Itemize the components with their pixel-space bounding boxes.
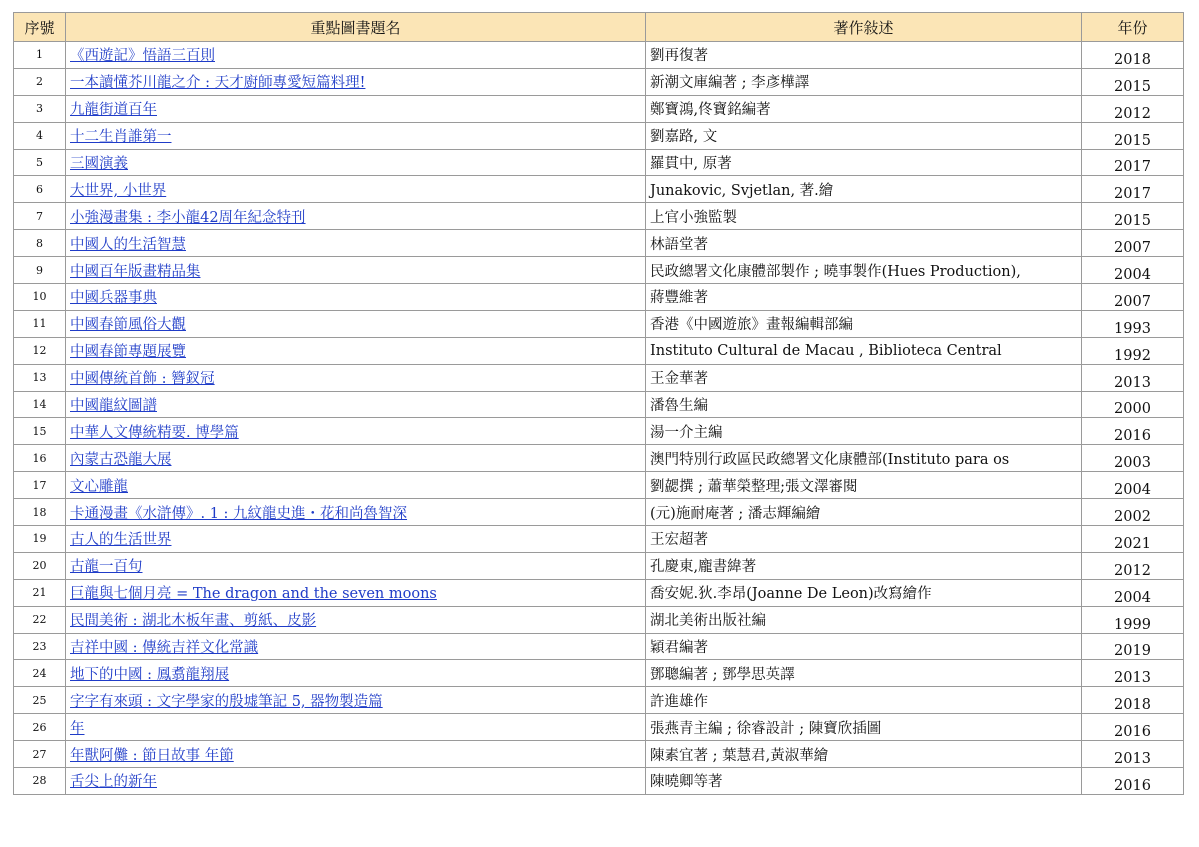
year-cell: 2017 (1082, 149, 1184, 176)
book-title-link[interactable]: 民間美術 : 湖北木板年畫、剪紙、皮影 (70, 613, 317, 630)
author-cell: (元)施耐庵著 ; 潘志輝編繪 (646, 499, 1082, 526)
year-cell: 2003 (1082, 445, 1184, 472)
book-title-link[interactable]: 吉祥中國 : 傳統吉祥文化常識 (70, 640, 259, 657)
year-cell: 2015 (1082, 68, 1184, 95)
book-title-link[interactable]: 中華人文傳統精要. 博學篇 (70, 424, 239, 441)
year-cell: 2021 (1082, 526, 1184, 553)
title-cell (66, 526, 646, 553)
author-cell: Junakovic, Svjetlan, 著.繪 (646, 176, 1082, 203)
row-index: 17 (14, 472, 66, 499)
year-cell: 2004 (1082, 257, 1184, 284)
book-list-table (13, 12, 1184, 795)
table-body (14, 42, 1184, 795)
title-cell (66, 714, 646, 741)
year-cell: 2016 (1082, 418, 1184, 445)
table-row (14, 526, 1184, 553)
author-cell: 鄭寶鴻,佟寶銘編著 (646, 95, 1082, 122)
year-cell: 2018 (1082, 42, 1184, 69)
table-row (14, 95, 1184, 122)
year-cell: 2012 (1082, 552, 1184, 579)
title-cell (66, 122, 646, 149)
title-cell (66, 95, 646, 122)
table-row (14, 391, 1184, 418)
title-cell (66, 552, 646, 579)
book-title-link[interactable]: 內蒙古恐龍大展 (70, 451, 172, 468)
row-index: 21 (14, 579, 66, 606)
title-cell (66, 149, 646, 176)
row-index: 20 (14, 552, 66, 579)
author-cell: 王金華著 (646, 364, 1082, 391)
row-index: 23 (14, 633, 66, 660)
title-cell (66, 391, 646, 418)
year-cell: 1993 (1082, 310, 1184, 337)
title-cell (66, 445, 646, 472)
table-row (14, 445, 1184, 472)
book-title-link[interactable]: 中國春節風俗大觀 (70, 317, 186, 334)
title-cell (66, 579, 646, 606)
year-cell: 2007 (1082, 284, 1184, 311)
year-cell: 2016 (1082, 714, 1184, 741)
book-title-link[interactable]: 舌尖上的新年 (70, 774, 157, 791)
title-cell (66, 687, 646, 714)
row-index: 28 (14, 768, 66, 795)
row-index: 11 (14, 310, 66, 337)
row-index: 9 (14, 257, 66, 284)
row-index: 12 (14, 337, 66, 364)
table-row (14, 122, 1184, 149)
book-title-link[interactable]: 三國演義 (70, 156, 128, 172)
row-index: 13 (14, 364, 66, 391)
table-row (14, 68, 1184, 95)
title-cell (66, 633, 646, 660)
author-cell: 新潮文庫編著 ; 李彥樺譯 (646, 68, 1082, 95)
year-cell: 2018 (1082, 687, 1184, 714)
book-title-link[interactable]: 《西遊記》悟語三百則 (70, 48, 215, 65)
year-cell: 2013 (1082, 660, 1184, 687)
year-cell: 1999 (1082, 606, 1184, 633)
author-cell: 喬安妮.狄.李昂(Joanne De Leon)改寫繪作 (646, 579, 1082, 606)
author-cell: 蔣豐維著 (646, 284, 1082, 311)
year-cell: 2017 (1082, 176, 1184, 203)
book-title-link[interactable]: 中國傳統首飾 : 簪釵冠 (70, 371, 215, 388)
author-cell: 張燕青主編 ; 徐睿設計 ; 陳寶欣插圖 (646, 714, 1082, 741)
row-index: 26 (14, 714, 66, 741)
title-cell (66, 337, 646, 364)
table-row (14, 337, 1184, 364)
author-cell: 民政總署文化康體部製作 ; 曉事製作(Hues Production), (646, 257, 1082, 284)
book-title-link[interactable]: 年獸阿儺 : 節日故事 年節 (70, 747, 234, 764)
title-cell (66, 203, 646, 230)
year-cell: 2016 (1082, 768, 1184, 795)
row-index: 6 (14, 176, 66, 203)
author-cell: 羅貫中, 原著 (646, 149, 1082, 176)
row-index: 15 (14, 418, 66, 445)
table-row (14, 418, 1184, 445)
book-title-link[interactable]: 一本讀懂芥川龍之介 : 天才廚師專愛短篇料理! (70, 75, 366, 92)
book-title-link[interactable]: 巨龍與七個月亮 = The dragon and the seven moons (70, 586, 437, 603)
title-cell (66, 230, 646, 257)
author-cell: 孔慶東,龐書緯著 (646, 552, 1082, 579)
author-cell: 澳門特別行政區民政總署文化康體部(Instituto para os (646, 445, 1082, 472)
author-cell: 香港《中國遊旅》畫報編輯部編 (646, 310, 1082, 337)
year-cell: 2012 (1082, 95, 1184, 122)
row-index: 5 (14, 149, 66, 176)
table-row (14, 687, 1184, 714)
table-row (14, 203, 1184, 230)
title-cell (66, 606, 646, 633)
year-cell: 2015 (1082, 203, 1184, 230)
row-index: 22 (14, 606, 66, 633)
row-index: 2 (14, 68, 66, 95)
book-title-link[interactable]: 字字有來頭 : 文字學家的殷墟筆記 5, 器物製造篇 (70, 693, 383, 710)
author-cell: 上官小強監製 (646, 203, 1082, 230)
author-cell: 劉勰撰 ; 蕭華榮整理;張文澤審閱 (646, 472, 1082, 499)
header-year: 年份 (1082, 13, 1184, 42)
table-row (14, 606, 1184, 633)
row-index: 14 (14, 391, 66, 418)
book-title-link[interactable]: 中國百年版畫精品集 (70, 263, 201, 280)
table-row (14, 42, 1184, 69)
title-cell (66, 284, 646, 311)
book-title-link[interactable]: 小強漫畫集 : 李小龍42周年紀念特刊 (70, 209, 306, 226)
year-cell: 2004 (1082, 472, 1184, 499)
row-index: 18 (14, 499, 66, 526)
row-index: 24 (14, 660, 66, 687)
book-title-link[interactable]: 十二生肖誰第一 (70, 129, 172, 146)
year-cell: 2013 (1082, 364, 1184, 391)
table-row (14, 660, 1184, 687)
title-cell (66, 68, 646, 95)
header-index: 序號 (14, 13, 66, 42)
title-cell (66, 418, 646, 445)
table-row (14, 364, 1184, 391)
author-cell: 陳曉卿等著 (646, 768, 1082, 795)
header-author: 著作敍述 (646, 13, 1082, 42)
table-row (14, 633, 1184, 660)
book-title-link[interactable]: 卡通漫畫《水滸傳》. 1 : 九紋龍史進・花和尚魯智深 (70, 505, 408, 522)
table-row (14, 499, 1184, 526)
row-index: 7 (14, 203, 66, 230)
book-title-link[interactable]: 古人的生活世界 (70, 532, 172, 549)
year-cell: 1992 (1082, 337, 1184, 364)
title-cell (66, 768, 646, 795)
year-cell: 2015 (1082, 122, 1184, 149)
year-cell: 2000 (1082, 391, 1184, 418)
year-cell: 2002 (1082, 499, 1184, 526)
table-row (14, 257, 1184, 284)
author-cell: 陳素宜著 ; 葉慧君,黃淑華繪 (646, 741, 1082, 768)
book-title-link[interactable]: 文心雕龍 (70, 478, 128, 495)
table-row (14, 714, 1184, 741)
table-row (14, 284, 1184, 311)
title-cell (66, 257, 646, 284)
author-cell: 王宏超著 (646, 526, 1082, 553)
table-row (14, 176, 1184, 203)
author-cell: 湯一介主編 (646, 418, 1082, 445)
book-title-link[interactable]: 大世界, 小世界 (70, 182, 167, 199)
title-cell (66, 42, 646, 69)
book-title-link[interactable]: 中國春節專題展覽 (70, 344, 186, 361)
book-title-link[interactable]: 中國龍紋圖譜 (70, 398, 157, 415)
table-row (14, 768, 1184, 795)
book-title-link[interactable]: 中國人的生活智慧 (70, 236, 186, 253)
table-row (14, 472, 1184, 499)
author-cell: 劉再復著 (646, 42, 1082, 69)
title-cell (66, 741, 646, 768)
title-cell (66, 472, 646, 499)
row-index: 16 (14, 445, 66, 472)
row-index: 27 (14, 741, 66, 768)
title-cell (66, 176, 646, 203)
row-index: 3 (14, 95, 66, 122)
title-cell (66, 364, 646, 391)
author-cell: 林語堂著 (646, 230, 1082, 257)
year-cell: 2007 (1082, 230, 1184, 257)
row-index: 4 (14, 122, 66, 149)
book-title-link[interactable]: 地下的中國 : 鳳翥龍翔展 (70, 666, 230, 683)
header-row (14, 13, 1184, 42)
year-cell: 2013 (1082, 741, 1184, 768)
title-cell (66, 310, 646, 337)
row-index: 19 (14, 526, 66, 553)
book-title-link[interactable]: 九龍街道百年 (70, 102, 157, 119)
year-cell: 2019 (1082, 633, 1184, 660)
book-title-link[interactable]: 年 (70, 720, 85, 737)
row-index: 8 (14, 230, 66, 257)
author-cell: 劉嘉路, 文 (646, 122, 1082, 149)
title-cell (66, 660, 646, 687)
table-row (14, 741, 1184, 768)
table-row (14, 552, 1184, 579)
header-title: 重點圖書題名 (66, 13, 646, 42)
author-cell: 潘魯生編 (646, 391, 1082, 418)
row-index: 1 (14, 42, 66, 69)
year-cell: 2004 (1082, 579, 1184, 606)
author-cell: 穎君編著 (646, 633, 1082, 660)
book-title-link[interactable]: 古龍一百句 (70, 559, 143, 576)
table-row (14, 230, 1184, 257)
author-cell: 鄧聰編著 ; 鄧學思英譯 (646, 660, 1082, 687)
title-cell (66, 499, 646, 526)
row-index: 25 (14, 687, 66, 714)
author-cell: Instituto Cultural de Macau , Biblioteca Central (646, 337, 1082, 364)
row-index: 10 (14, 284, 66, 311)
table-row (14, 310, 1184, 337)
book-title-link[interactable]: 中國兵器事典 (70, 290, 157, 307)
table-row (14, 149, 1184, 176)
table-row (14, 579, 1184, 606)
author-cell: 湖北美術出版社編 (646, 606, 1082, 633)
author-cell: 許進雄作 (646, 687, 1082, 714)
